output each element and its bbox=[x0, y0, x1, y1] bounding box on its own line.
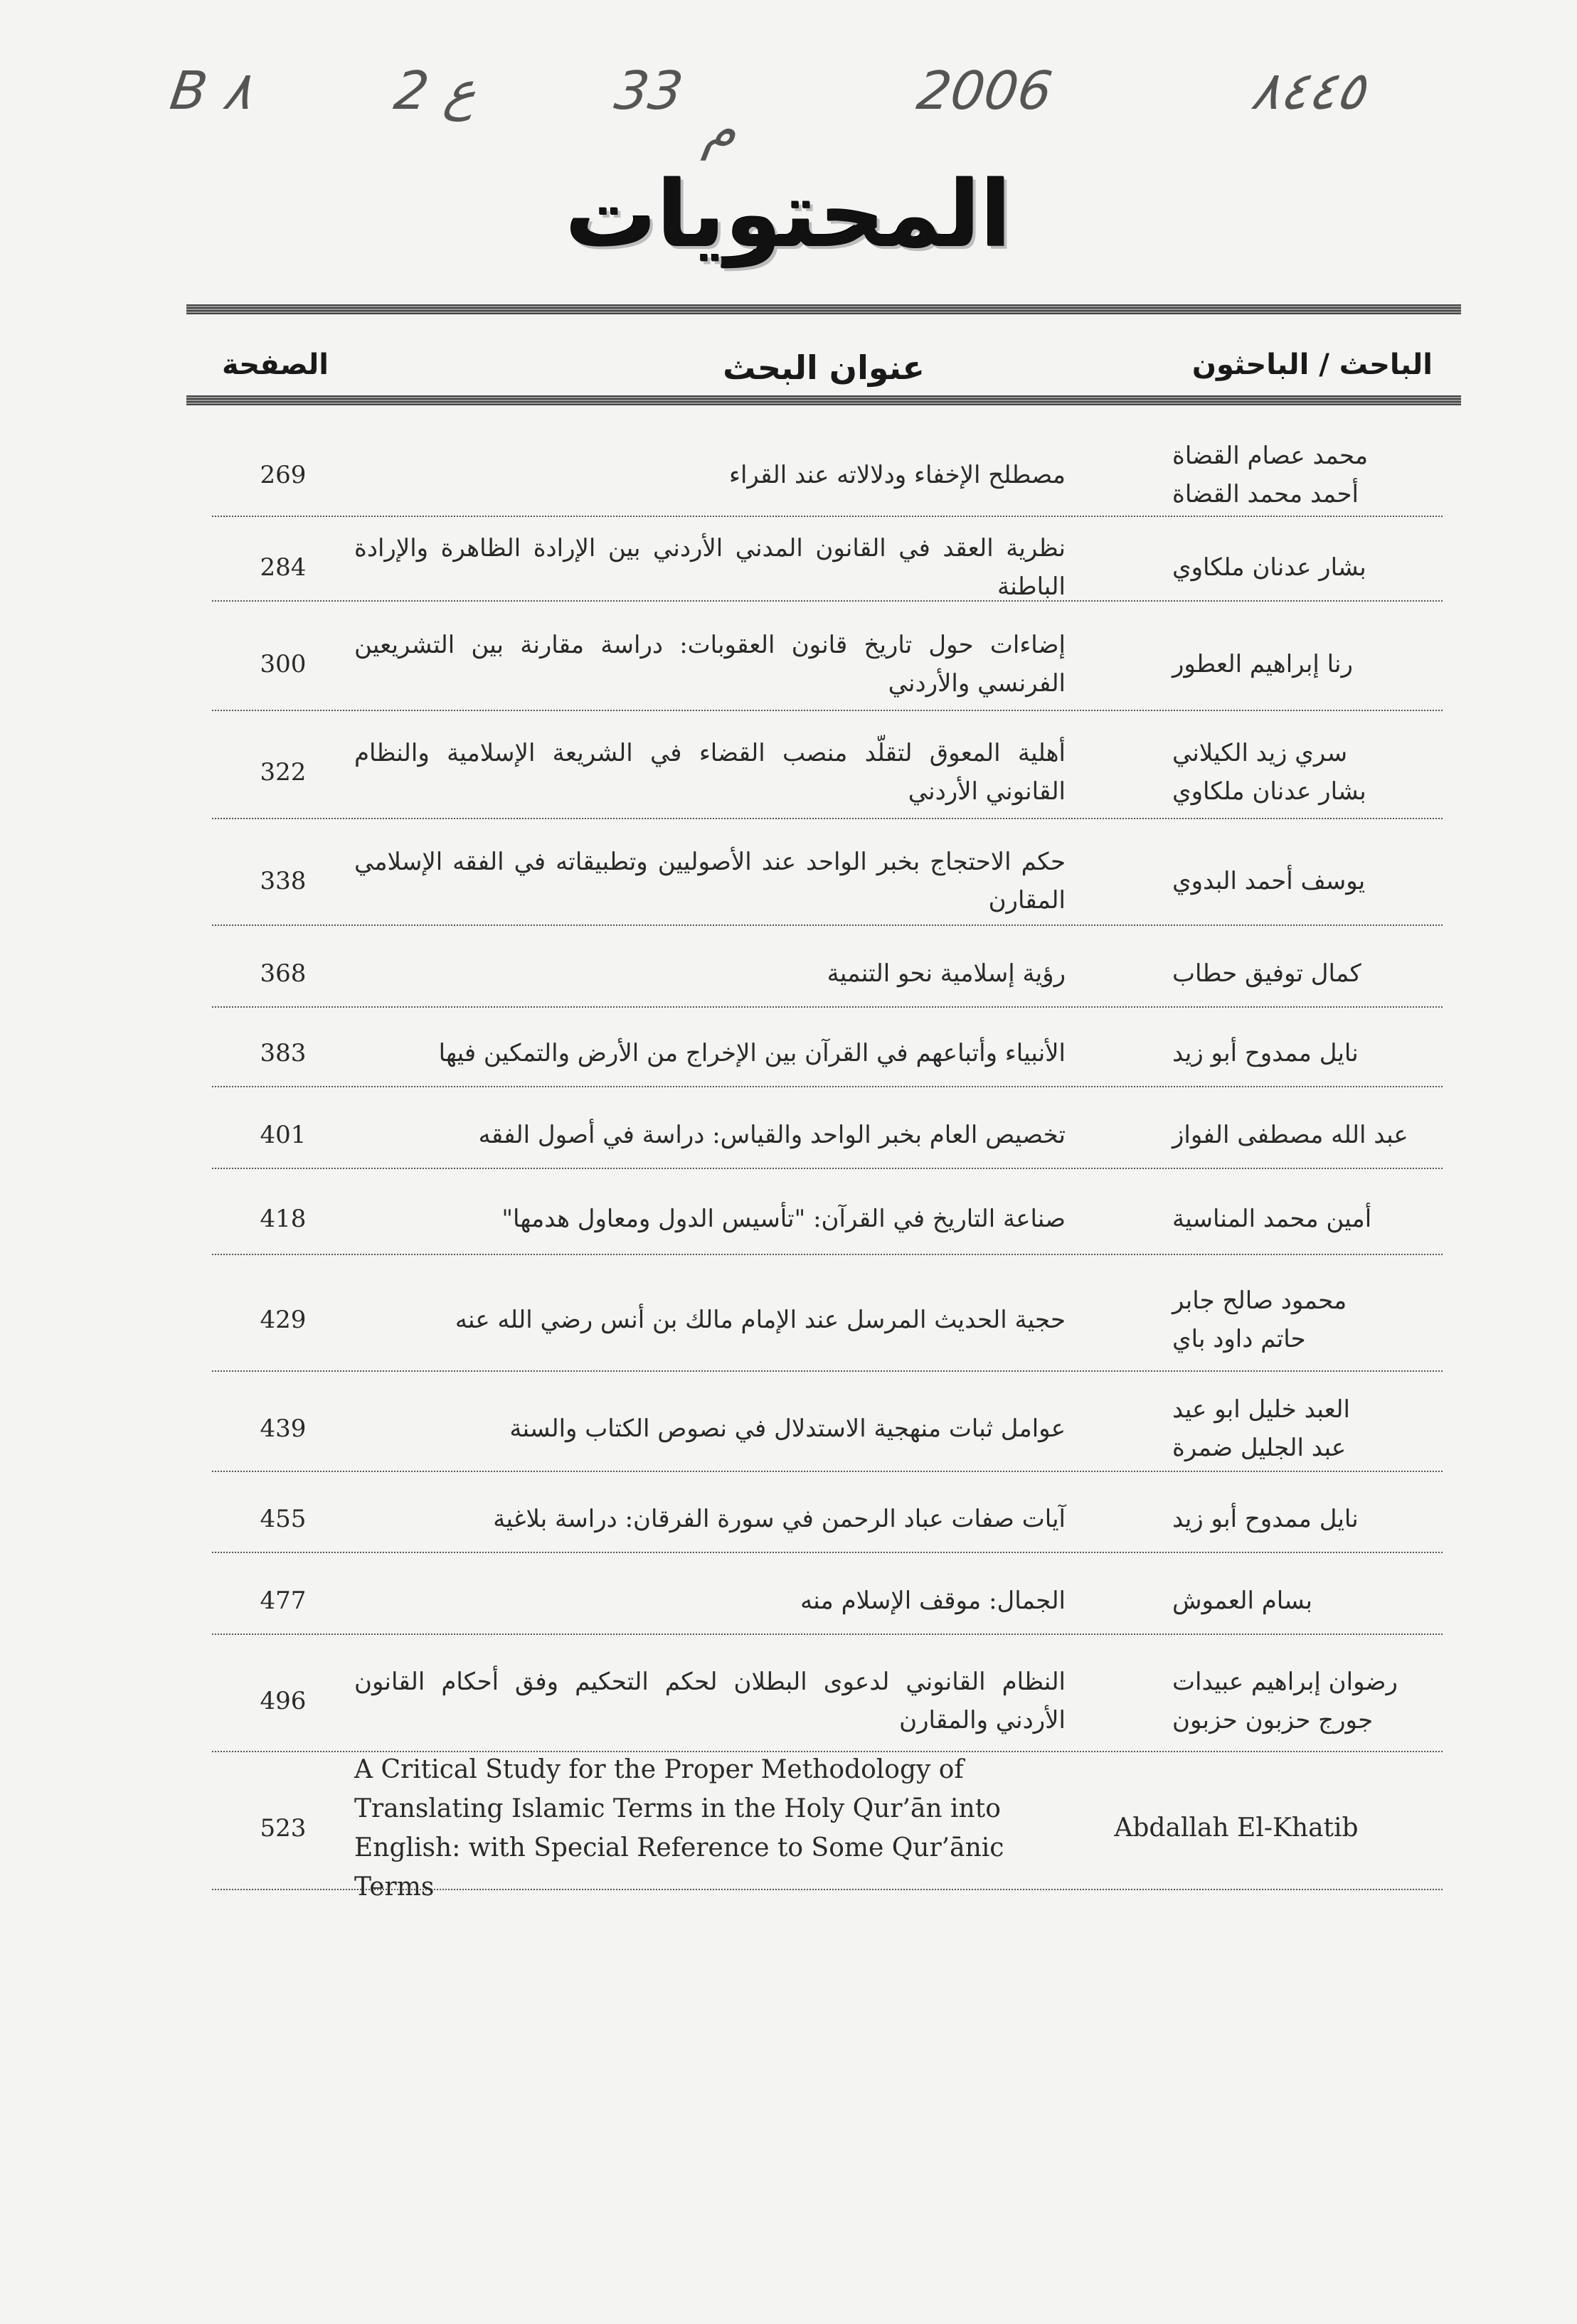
row-title bbox=[354, 1755, 1066, 1902]
research-title: النظام القانوني لدعوى البطلان لحكم التحكيم وفق أحكام القانون الأردني والمقارن bbox=[354, 1668, 1066, 1734]
page-number: 383 bbox=[260, 1039, 307, 1067]
research-title: تخصيص العام بخبر الواحد والقياس: دراسة في أصول الفقه bbox=[478, 1121, 1066, 1149]
row-title bbox=[354, 727, 1066, 818]
row-title bbox=[354, 1387, 1066, 1471]
author-name: رضوان إبراهيم عبيدات bbox=[1172, 1668, 1398, 1696]
row-title bbox=[354, 1020, 1066, 1086]
author-name: كمال توفيق حطاب bbox=[1172, 959, 1361, 988]
row-title bbox=[354, 1486, 1066, 1552]
handwritten-note-1: B ٨ bbox=[166, 60, 257, 122]
row-title bbox=[354, 1568, 1066, 1633]
author-name: نايل ممدوح أبو زيد bbox=[1172, 1505, 1359, 1533]
page-number: 368 bbox=[260, 959, 307, 988]
author-name: بشار عدنان ملكاوي bbox=[1172, 777, 1366, 806]
page-number: 284 bbox=[260, 553, 307, 582]
row-authors bbox=[1172, 1486, 1428, 1552]
row-title bbox=[354, 1269, 1066, 1370]
table-row bbox=[212, 1269, 1443, 1372]
author-name: محمد عصام القضاة bbox=[1172, 441, 1369, 470]
author-name: أحمد محمد القضاة bbox=[1172, 479, 1359, 508]
row-title bbox=[354, 941, 1066, 1006]
author-name: يوسف أحمد البدوي bbox=[1172, 867, 1366, 895]
header-author: الباحث / الباحثون bbox=[1191, 348, 1433, 381]
page-number: 429 bbox=[260, 1306, 307, 1334]
row-authors bbox=[1172, 941, 1428, 1006]
author-name: سري زيد الكيلاني bbox=[1172, 739, 1348, 767]
page-number: 418 bbox=[260, 1205, 307, 1233]
table-row bbox=[212, 1184, 1443, 1255]
row-title bbox=[354, 619, 1066, 710]
research-title: الجمال: موقف الإسلام منه bbox=[800, 1587, 1066, 1615]
row-title bbox=[354, 1184, 1066, 1254]
author-name: حاتم داود باي bbox=[1172, 1325, 1306, 1353]
author-name: محمود صالح جابر bbox=[1172, 1286, 1347, 1315]
author-name: رنا إبراهيم العطور bbox=[1172, 650, 1353, 678]
author-name: عبد الله مصطفى الفواز bbox=[1172, 1121, 1408, 1149]
row-authors bbox=[1172, 1269, 1428, 1370]
row-authors bbox=[1172, 434, 1428, 516]
author-name: أمين محمد المناسية bbox=[1172, 1205, 1372, 1233]
author-name: جورج حزبون حزبون bbox=[1172, 1706, 1374, 1734]
author-name: عبد الجليل ضمرة bbox=[1172, 1434, 1347, 1462]
table-row bbox=[212, 1651, 1443, 1752]
page-number: 439 bbox=[260, 1414, 307, 1443]
page-number: 523 bbox=[260, 1814, 307, 1843]
table-row bbox=[212, 727, 1443, 819]
table-row bbox=[212, 1020, 1443, 1087]
table-row bbox=[212, 619, 1443, 711]
page-title: المحتويات bbox=[565, 162, 1012, 268]
row-authors bbox=[1172, 1102, 1428, 1168]
research-title: نظرية العقد في القانون المدني الأردني بين الإرادة الظاهرة والإرادة الباطنة bbox=[354, 534, 1066, 601]
row-title bbox=[354, 535, 1066, 600]
author-name: العبد خليل ابو عيد bbox=[1172, 1395, 1350, 1424]
header-page: الصفحة bbox=[222, 348, 329, 381]
page-number: 401 bbox=[260, 1121, 307, 1149]
handwritten-note-6: ٨٤٤٥ bbox=[1247, 60, 1370, 122]
table-row bbox=[212, 838, 1443, 926]
handwritten-note-3: 33 bbox=[610, 60, 687, 122]
row-title bbox=[354, 434, 1066, 516]
research-title: إضاءات حول تاريخ قانون العقوبات: دراسة مقارنة بين التشريعين الفرنسي والأردني bbox=[354, 631, 1066, 698]
research-title: مصطلح الإخفاء ودلالاته عند القراء bbox=[728, 460, 1066, 489]
row-title bbox=[354, 1651, 1066, 1751]
research-title: أهلية المعوق لتقلّد منصب القضاء في الشريعة الإسلامية والنظام القانوني الأردني bbox=[354, 739, 1066, 806]
author-name: Abdallah El-Khatib bbox=[1114, 1813, 1359, 1843]
row-authors bbox=[1087, 1768, 1386, 1889]
author-name: بشار عدنان ملكاوي bbox=[1172, 553, 1366, 582]
page-number: 338 bbox=[260, 867, 307, 895]
page-number: 269 bbox=[260, 460, 307, 489]
row-title bbox=[354, 1102, 1066, 1168]
handwritten-note-5: 2006 bbox=[913, 60, 1056, 122]
author-name: بسام العموش bbox=[1172, 1587, 1312, 1615]
table-row bbox=[212, 1486, 1443, 1553]
row-authors bbox=[1172, 535, 1428, 600]
research-title: آيات صفات عباد الرحمن في سورة الفرقان: دراسة بلاغية bbox=[493, 1505, 1066, 1533]
row-authors bbox=[1172, 727, 1428, 818]
page-number: 455 bbox=[260, 1505, 307, 1533]
research-title: رؤية إسلامية نحو التنمية bbox=[827, 959, 1066, 988]
row-authors bbox=[1172, 1184, 1428, 1254]
research-title: الأنبياء وأتباعهم في القرآن بين الإخراج من الأرض والتمكين فيها bbox=[438, 1039, 1066, 1067]
table-row bbox=[212, 434, 1443, 517]
research-title: عوامل ثبات منهجية الاستدلال في نصوص الكتاب والسنة bbox=[509, 1414, 1066, 1443]
row-authors bbox=[1172, 838, 1428, 924]
table-row bbox=[212, 1102, 1443, 1169]
handwritten-note-4: م bbox=[699, 100, 741, 161]
table-row bbox=[212, 535, 1443, 602]
table-row bbox=[212, 1387, 1443, 1472]
row-title bbox=[354, 838, 1066, 924]
research-title: حجية الحديث المرسل عند الإمام مالك بن أنس رضي الله عنه bbox=[455, 1306, 1066, 1334]
table-row bbox=[212, 1755, 1443, 1902]
header-title: عنوان البحث bbox=[723, 348, 925, 387]
table-row bbox=[212, 941, 1443, 1008]
research-title: A Critical Study for the Proper Methodology of Translating Islamic Terms in the Holy Qur’ān into English: with Special Reference to Some Qur’ānic Terms bbox=[354, 1755, 1004, 1902]
page-number: 496 bbox=[260, 1687, 307, 1715]
row-authors bbox=[1172, 619, 1428, 710]
table-row bbox=[212, 1568, 1443, 1635]
row-authors bbox=[1172, 1568, 1428, 1633]
handwritten-note-2: 2 ع bbox=[390, 60, 481, 122]
row-authors bbox=[1172, 1651, 1428, 1751]
row-authors bbox=[1172, 1387, 1428, 1471]
research-title: صناعة التاريخ في القرآن: "تأسيس الدول ومعاول هدمها" bbox=[501, 1205, 1066, 1233]
page-number: 322 bbox=[260, 758, 307, 787]
author-name: نايل ممدوح أبو زيد bbox=[1172, 1039, 1359, 1067]
research-title: حكم الاحتجاج بخبر الواحد عند الأصوليين وتطبيقاته في الفقه الإسلامي المقارن bbox=[354, 848, 1066, 915]
page-number: 477 bbox=[260, 1587, 307, 1615]
row-authors bbox=[1172, 1020, 1428, 1086]
page-number: 300 bbox=[260, 650, 307, 678]
